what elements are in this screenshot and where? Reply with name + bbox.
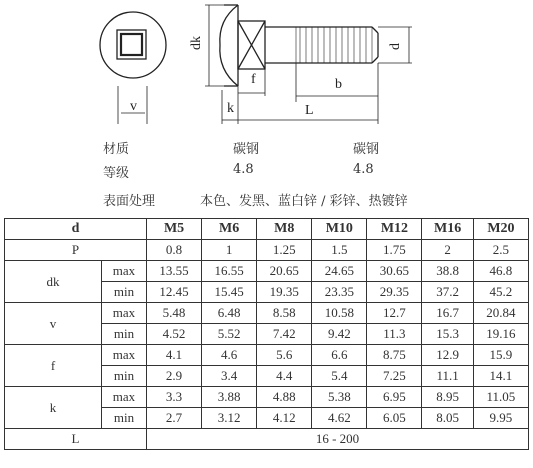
bolt-head-dome — [220, 5, 238, 86]
cell: 15.9 — [473, 345, 528, 366]
cell: 2.5 — [473, 240, 528, 261]
cell: 2 — [422, 240, 473, 261]
cell: 9.42 — [312, 324, 367, 345]
table-row-k-max — [5, 387, 529, 408]
header-size: M5 — [147, 219, 202, 240]
cell: 20.84 — [473, 303, 528, 324]
cell: 11.05 — [473, 387, 528, 408]
cell: 16 - 200 — [147, 429, 529, 450]
label-v: v — [130, 99, 137, 114]
cell: 0.8 — [147, 240, 202, 261]
label-k: k — [227, 101, 234, 116]
table-header-row — [5, 219, 529, 240]
cell: 15.3 — [422, 324, 473, 345]
cell: 9.95 — [473, 408, 528, 429]
grade-value-2: 4.8 — [353, 162, 374, 177]
grade-value-1: 4.8 — [233, 162, 254, 177]
cell: 12.45 — [147, 282, 202, 303]
cell: 14.1 — [473, 366, 528, 387]
row-label: dk — [5, 261, 102, 303]
cell: 37.2 — [422, 282, 473, 303]
cell: 8.58 — [257, 303, 312, 324]
cell: 45.2 — [473, 282, 528, 303]
label-f: f — [251, 72, 256, 87]
table-row-f-max — [5, 345, 529, 366]
cell: 7.25 — [367, 366, 422, 387]
cell: 15.45 — [202, 282, 257, 303]
material-value-1: 碳钢 — [233, 142, 260, 157]
material-value-2: 碳钢 — [353, 142, 380, 157]
carriage-bolt-drawing — [0, 0, 533, 130]
cell: 2.7 — [147, 408, 202, 429]
cell: 4.62 — [312, 408, 367, 429]
header-size: M16 — [422, 219, 473, 240]
sub-label: min — [102, 366, 147, 387]
cell: 4.4 — [257, 366, 312, 387]
cell: 4.12 — [257, 408, 312, 429]
cell: 4.88 — [257, 387, 312, 408]
cell: 12.7 — [367, 303, 422, 324]
label-b: b — [335, 77, 342, 92]
cell: 4.1 — [147, 345, 202, 366]
cell: 30.65 — [367, 261, 422, 282]
cell: 1.75 — [367, 240, 422, 261]
table-row-P — [5, 240, 529, 261]
dimension-table — [4, 218, 529, 450]
cell: 3.3 — [147, 387, 202, 408]
cell: 24.65 — [312, 261, 367, 282]
cell: 5.4 — [312, 366, 367, 387]
cell: 16.55 — [202, 261, 257, 282]
header-size: M6 — [202, 219, 257, 240]
row-label: L — [5, 429, 147, 450]
table-row-L — [5, 429, 529, 450]
cell: 5.48 — [147, 303, 202, 324]
header-size: M10 — [312, 219, 367, 240]
row-label: v — [5, 303, 102, 345]
sub-label: min — [102, 408, 147, 429]
table-row-dk-max — [5, 261, 529, 282]
sub-label: max — [102, 303, 147, 324]
sub-label: min — [102, 324, 147, 345]
cell: 10.58 — [312, 303, 367, 324]
cell: 46.8 — [473, 261, 528, 282]
cell: 6.48 — [202, 303, 257, 324]
header-param: d — [5, 219, 147, 240]
cell: 1.25 — [257, 240, 312, 261]
grade-label: 等级 — [103, 166, 130, 181]
cell: 8.75 — [367, 345, 422, 366]
label-d: d — [388, 43, 403, 50]
cell: 20.65 — [257, 261, 312, 282]
sub-label: max — [102, 345, 147, 366]
cell: 6.95 — [367, 387, 422, 408]
row-label: k — [5, 387, 102, 429]
header-size: M8 — [257, 219, 312, 240]
cell: 38.8 — [422, 261, 473, 282]
cell: 3.4 — [202, 366, 257, 387]
row-label: P — [5, 240, 147, 261]
cell: 3.88 — [202, 387, 257, 408]
bolt-head-top-view — [100, 12, 166, 78]
surface-treatment-value: 本色、发黑、蓝白锌 / 彩锌、热镀锌 — [200, 194, 408, 209]
cell: 8.95 — [422, 387, 473, 408]
cell: 2.9 — [147, 366, 202, 387]
material-label: 材质 — [103, 142, 130, 157]
cell: 12.9 — [422, 345, 473, 366]
cell: 5.38 — [312, 387, 367, 408]
sub-label: max — [102, 387, 147, 408]
table-row-v-max — [5, 303, 529, 324]
label-L: L — [305, 103, 314, 118]
cell: 3.12 — [202, 408, 257, 429]
cell: 13.55 — [147, 261, 202, 282]
cell: 5.6 — [257, 345, 312, 366]
cell: 11.1 — [422, 366, 473, 387]
sub-label: min — [102, 282, 147, 303]
surface-treatment-label: 表面处理 — [103, 194, 156, 209]
cell: 4.52 — [147, 324, 202, 345]
header-size: M20 — [473, 219, 528, 240]
cell: 23.35 — [312, 282, 367, 303]
cell: 5.52 — [202, 324, 257, 345]
cell: 1.5 — [312, 240, 367, 261]
header-size: M12 — [367, 219, 422, 240]
cell: 7.42 — [257, 324, 312, 345]
cell: 4.6 — [202, 345, 257, 366]
row-label: f — [5, 345, 102, 387]
cell: 1 — [202, 240, 257, 261]
cell: 19.16 — [473, 324, 528, 345]
cell: 29.35 — [367, 282, 422, 303]
cell: 19.35 — [257, 282, 312, 303]
sub-label: max — [102, 261, 147, 282]
cell: 8.05 — [422, 408, 473, 429]
cell: 16.7 — [422, 303, 473, 324]
label-dk: dk — [189, 36, 204, 50]
cell: 6.05 — [367, 408, 422, 429]
cell: 6.6 — [312, 345, 367, 366]
cell: 11.3 — [367, 324, 422, 345]
